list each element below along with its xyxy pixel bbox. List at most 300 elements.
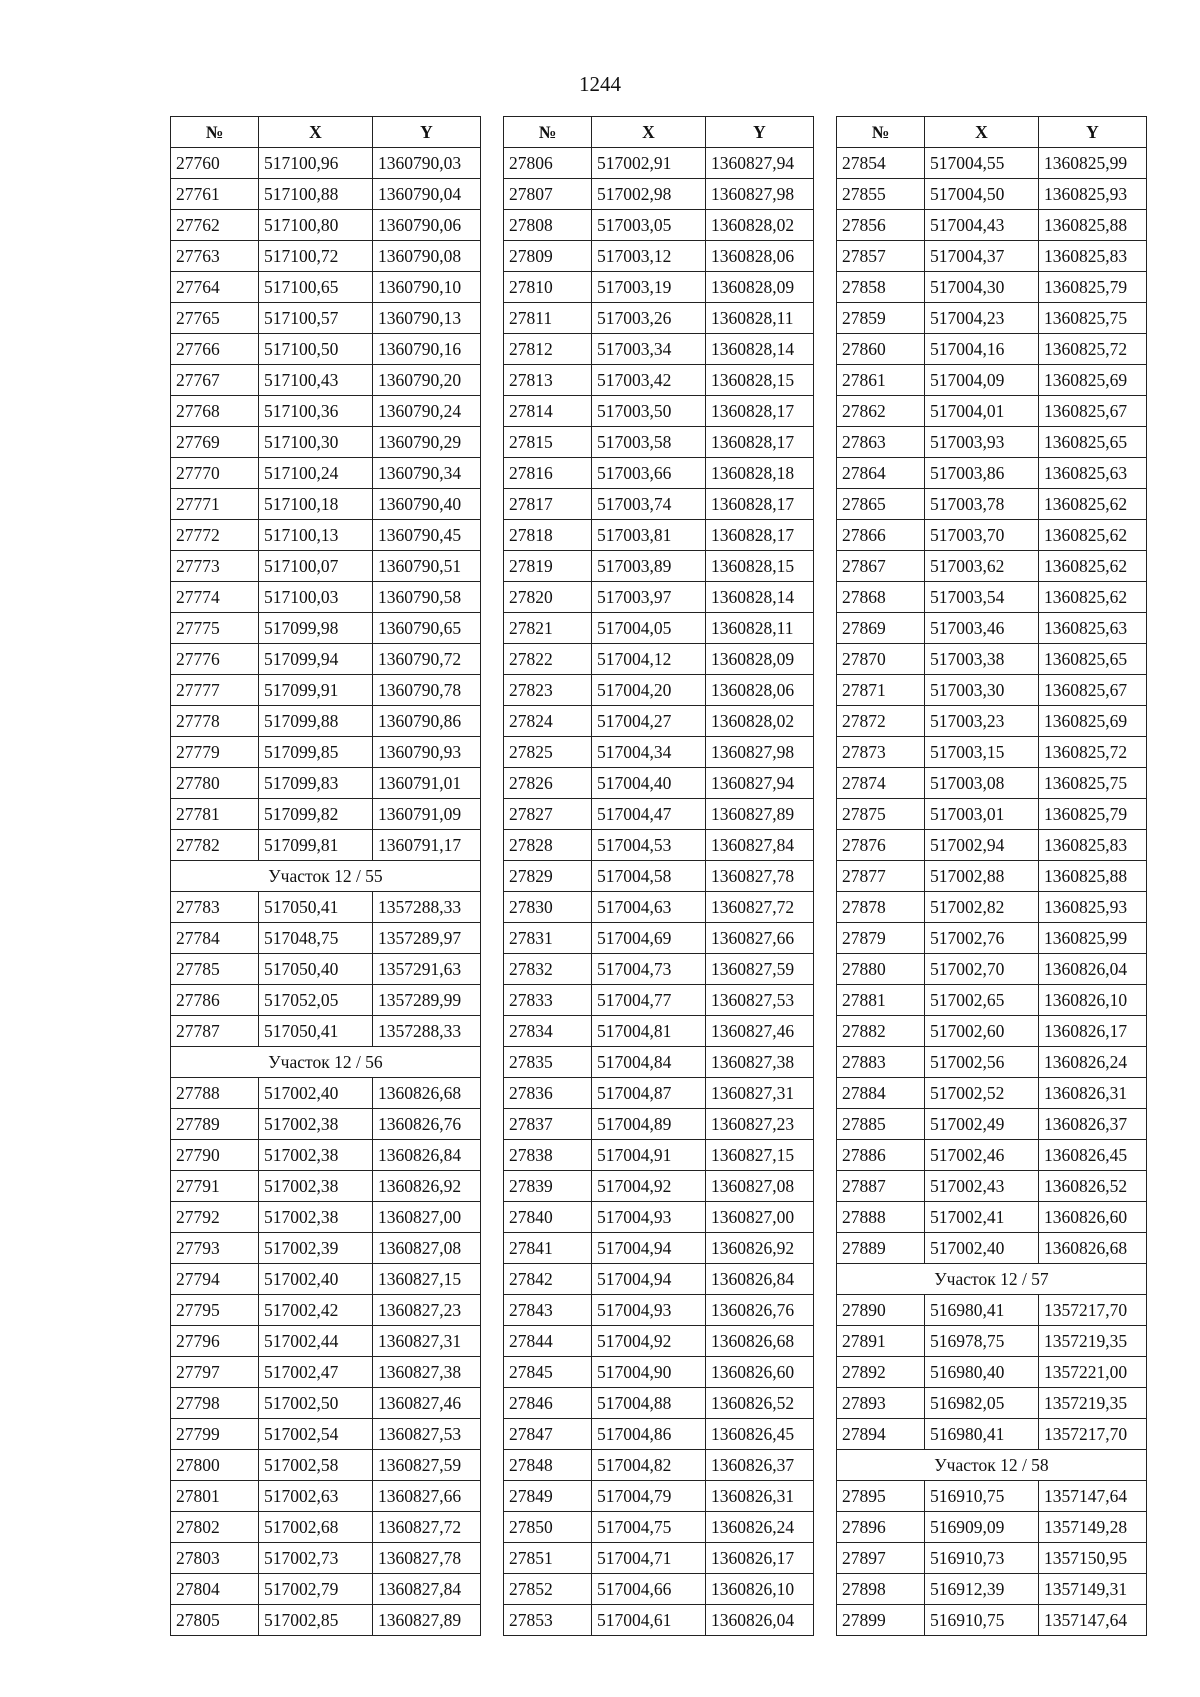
x-coordinate-cell: 517050,41	[259, 892, 373, 923]
table-row	[837, 768, 1147, 799]
x-coordinate-cell: 517100,07	[259, 551, 373, 582]
y-coordinate-cell: 1360828,15	[706, 365, 814, 396]
x-coordinate-cell: 517002,98	[592, 179, 706, 210]
y-coordinate-cell: 1360828,09	[706, 644, 814, 675]
table-row	[837, 458, 1147, 489]
x-coordinate-cell: 517100,57	[259, 303, 373, 334]
point-number-cell: 27761	[171, 179, 259, 210]
table-row	[171, 458, 481, 489]
y-coordinate-cell: 1360828,02	[706, 210, 814, 241]
y-coordinate-cell: 1360826,45	[1039, 1140, 1147, 1171]
x-coordinate-cell: 517002,68	[259, 1512, 373, 1543]
y-coordinate-cell: 1360790,34	[373, 458, 481, 489]
x-coordinate-cell: 517004,86	[592, 1419, 706, 1450]
x-coordinate-cell: 517003,23	[925, 706, 1039, 737]
y-coordinate-cell: 1360826,37	[706, 1450, 814, 1481]
table-row	[504, 396, 814, 427]
table-row	[171, 1078, 481, 1109]
page-number: 1244	[579, 72, 621, 96]
x-coordinate-cell: 517003,38	[925, 644, 1039, 675]
point-number-cell: 27895	[837, 1481, 925, 1512]
y-coordinate-cell: 1360826,24	[706, 1512, 814, 1543]
section-row	[837, 1264, 1147, 1295]
x-coordinate-cell: 517002,85	[259, 1605, 373, 1636]
y-coordinate-cell: 1360827,00	[706, 1202, 814, 1233]
header-y: Y	[1039, 117, 1147, 148]
table-row	[504, 954, 814, 985]
point-number-cell: 27882	[837, 1016, 925, 1047]
x-coordinate-cell: 517004,84	[592, 1047, 706, 1078]
y-coordinate-cell: 1360828,06	[706, 241, 814, 272]
table-row	[504, 551, 814, 582]
point-number-cell: 27775	[171, 613, 259, 644]
point-number-cell: 27886	[837, 1140, 925, 1171]
table-row	[837, 1140, 1147, 1171]
table-row	[837, 1357, 1147, 1388]
point-number-cell: 27857	[837, 241, 925, 272]
header-y: Y	[706, 117, 814, 148]
y-coordinate-cell: 1360826,60	[706, 1357, 814, 1388]
y-coordinate-cell: 1360826,10	[1039, 985, 1147, 1016]
y-coordinate-cell: 1360790,40	[373, 489, 481, 520]
table-row	[504, 582, 814, 613]
header-number: №	[171, 117, 259, 148]
point-number-cell: 27876	[837, 830, 925, 861]
x-coordinate-cell: 517003,42	[592, 365, 706, 396]
x-coordinate-cell: 517002,38	[259, 1171, 373, 1202]
point-number-cell: 27831	[504, 923, 592, 954]
x-coordinate-cell: 516980,40	[925, 1357, 1039, 1388]
x-coordinate-cell: 517003,93	[925, 427, 1039, 458]
y-coordinate-cell: 1360828,06	[706, 675, 814, 706]
x-coordinate-cell: 517004,89	[592, 1109, 706, 1140]
table-row	[837, 985, 1147, 1016]
point-number-cell: 27829	[504, 861, 592, 892]
y-coordinate-cell: 1360791,01	[373, 768, 481, 799]
y-coordinate-cell: 1360790,13	[373, 303, 481, 334]
point-number-cell: 27868	[837, 582, 925, 613]
y-coordinate-cell: 1357219,35	[1039, 1326, 1147, 1357]
x-coordinate-cell: 517002,40	[925, 1233, 1039, 1264]
point-number-cell: 27798	[171, 1388, 259, 1419]
header-number: №	[504, 117, 592, 148]
x-coordinate-cell: 517003,34	[592, 334, 706, 365]
x-coordinate-cell: 517002,88	[925, 861, 1039, 892]
section-title: Участок 12 / 58	[837, 1450, 1147, 1481]
y-coordinate-cell: 1360828,14	[706, 582, 814, 613]
header-x: X	[259, 117, 373, 148]
x-coordinate-cell: 517003,08	[925, 768, 1039, 799]
point-number-cell: 27872	[837, 706, 925, 737]
y-coordinate-cell: 1360827,53	[706, 985, 814, 1016]
point-number-cell: 27776	[171, 644, 259, 675]
y-coordinate-cell: 1360826,60	[1039, 1202, 1147, 1233]
point-number-cell: 27819	[504, 551, 592, 582]
x-coordinate-cell: 516912,39	[925, 1574, 1039, 1605]
y-coordinate-cell: 1360826,68	[1039, 1233, 1147, 1264]
y-coordinate-cell: 1360827,23	[373, 1295, 481, 1326]
table-row	[837, 1016, 1147, 1047]
point-number-cell: 27889	[837, 1233, 925, 1264]
point-number-cell: 27879	[837, 923, 925, 954]
coordinates-table-1	[170, 116, 481, 1636]
table-row	[504, 892, 814, 923]
point-number-cell: 27808	[504, 210, 592, 241]
table-row	[171, 1016, 481, 1047]
x-coordinate-cell: 517004,79	[592, 1481, 706, 1512]
y-coordinate-cell: 1360826,04	[1039, 954, 1147, 985]
table-row	[504, 1202, 814, 1233]
point-number-cell: 27820	[504, 582, 592, 613]
header-y: Y	[373, 117, 481, 148]
point-number-cell: 27887	[837, 1171, 925, 1202]
point-number-cell: 27858	[837, 272, 925, 303]
point-number-cell: 27787	[171, 1016, 259, 1047]
table-row	[504, 985, 814, 1016]
table-row	[171, 1481, 481, 1512]
x-coordinate-cell: 517003,89	[592, 551, 706, 582]
x-coordinate-cell: 517099,94	[259, 644, 373, 675]
point-number-cell: 27802	[171, 1512, 259, 1543]
y-coordinate-cell: 1360825,83	[1039, 830, 1147, 861]
table-row	[837, 1574, 1147, 1605]
table-row	[171, 148, 481, 179]
x-coordinate-cell: 516982,05	[925, 1388, 1039, 1419]
y-coordinate-cell: 1360827,89	[373, 1605, 481, 1636]
x-coordinate-cell: 517002,73	[259, 1543, 373, 1574]
y-coordinate-cell: 1360790,08	[373, 241, 481, 272]
x-coordinate-cell: 517100,50	[259, 334, 373, 365]
y-coordinate-cell: 1360825,67	[1039, 396, 1147, 427]
point-number-cell: 27764	[171, 272, 259, 303]
y-coordinate-cell: 1360825,99	[1039, 148, 1147, 179]
table-row	[504, 675, 814, 706]
y-coordinate-cell: 1360790,93	[373, 737, 481, 768]
y-coordinate-cell: 1357147,64	[1039, 1481, 1147, 1512]
table-row	[837, 551, 1147, 582]
y-coordinate-cell: 1360825,69	[1039, 706, 1147, 737]
x-coordinate-cell: 517004,81	[592, 1016, 706, 1047]
x-coordinate-cell: 517003,15	[925, 737, 1039, 768]
point-number-cell: 27817	[504, 489, 592, 520]
y-coordinate-cell: 1360827,94	[706, 148, 814, 179]
table-row	[837, 737, 1147, 768]
point-number-cell: 27870	[837, 644, 925, 675]
point-number-cell: 27873	[837, 737, 925, 768]
y-coordinate-cell: 1360826,84	[706, 1264, 814, 1295]
point-number-cell: 27769	[171, 427, 259, 458]
point-number-cell: 27874	[837, 768, 925, 799]
point-number-cell: 27843	[504, 1295, 592, 1326]
table-row	[837, 675, 1147, 706]
table-row	[837, 706, 1147, 737]
table-row	[171, 1450, 481, 1481]
point-number-cell: 27788	[171, 1078, 259, 1109]
table-row	[504, 427, 814, 458]
table-row	[837, 365, 1147, 396]
x-coordinate-cell: 517002,44	[259, 1326, 373, 1357]
y-coordinate-cell: 1360827,78	[373, 1543, 481, 1574]
x-coordinate-cell: 517004,93	[592, 1295, 706, 1326]
point-number-cell: 27823	[504, 675, 592, 706]
point-number-cell: 27799	[171, 1419, 259, 1450]
table-row	[837, 1295, 1147, 1326]
point-number-cell: 27803	[171, 1543, 259, 1574]
point-number-cell: 27791	[171, 1171, 259, 1202]
table-row	[504, 303, 814, 334]
y-coordinate-cell: 1360827,00	[373, 1202, 481, 1233]
point-number-cell: 27883	[837, 1047, 925, 1078]
x-coordinate-cell: 517002,40	[259, 1078, 373, 1109]
y-coordinate-cell: 1357219,35	[1039, 1388, 1147, 1419]
y-coordinate-cell: 1360827,31	[373, 1326, 481, 1357]
y-coordinate-cell: 1360828,14	[706, 334, 814, 365]
table-row	[171, 923, 481, 954]
y-coordinate-cell: 1360828,02	[706, 706, 814, 737]
point-number-cell: 27763	[171, 241, 259, 272]
table-row	[504, 768, 814, 799]
table-row	[504, 1574, 814, 1605]
table-row	[837, 799, 1147, 830]
table-row	[171, 1605, 481, 1636]
table-row	[837, 1419, 1147, 1450]
point-number-cell: 27779	[171, 737, 259, 768]
x-coordinate-cell: 517002,43	[925, 1171, 1039, 1202]
point-number-cell: 27891	[837, 1326, 925, 1357]
point-number-cell: 27846	[504, 1388, 592, 1419]
y-coordinate-cell: 1360828,09	[706, 272, 814, 303]
x-coordinate-cell: 517003,50	[592, 396, 706, 427]
x-coordinate-cell: 517002,52	[925, 1078, 1039, 1109]
point-number-cell: 27792	[171, 1202, 259, 1233]
y-coordinate-cell: 1360827,66	[373, 1481, 481, 1512]
table-row	[171, 365, 481, 396]
y-coordinate-cell: 1357289,99	[373, 985, 481, 1016]
y-coordinate-cell: 1360827,38	[373, 1357, 481, 1388]
point-number-cell: 27801	[171, 1481, 259, 1512]
y-coordinate-cell: 1360826,68	[706, 1326, 814, 1357]
header-x: X	[925, 117, 1039, 148]
x-coordinate-cell: 517004,61	[592, 1605, 706, 1636]
y-coordinate-cell: 1360827,72	[706, 892, 814, 923]
table-row	[504, 489, 814, 520]
point-number-cell: 27786	[171, 985, 259, 1016]
point-number-cell: 27851	[504, 1543, 592, 1574]
y-coordinate-cell: 1360825,63	[1039, 613, 1147, 644]
point-number-cell: 27881	[837, 985, 925, 1016]
table-row	[504, 1605, 814, 1636]
point-number-cell: 27897	[837, 1543, 925, 1574]
x-coordinate-cell: 517004,94	[592, 1233, 706, 1264]
point-number-cell: 27871	[837, 675, 925, 706]
point-number-cell: 27860	[837, 334, 925, 365]
y-coordinate-cell: 1360826,84	[373, 1140, 481, 1171]
y-coordinate-cell: 1360827,08	[706, 1171, 814, 1202]
x-coordinate-cell: 516978,75	[925, 1326, 1039, 1357]
header-number: №	[837, 117, 925, 148]
point-number-cell: 27777	[171, 675, 259, 706]
y-coordinate-cell: 1360826,17	[1039, 1016, 1147, 1047]
point-number-cell: 27878	[837, 892, 925, 923]
table-row	[837, 954, 1147, 985]
y-coordinate-cell: 1360825,88	[1039, 210, 1147, 241]
table-row	[504, 365, 814, 396]
point-number-cell: 27783	[171, 892, 259, 923]
x-coordinate-cell: 517004,69	[592, 923, 706, 954]
table-row	[504, 1233, 814, 1264]
table-row	[504, 179, 814, 210]
y-coordinate-cell: 1357289,97	[373, 923, 481, 954]
y-coordinate-cell: 1360825,62	[1039, 582, 1147, 613]
table-row	[171, 675, 481, 706]
y-coordinate-cell: 1360827,15	[373, 1264, 481, 1295]
table-row	[504, 1109, 814, 1140]
x-coordinate-cell: 517099,82	[259, 799, 373, 830]
y-coordinate-cell: 1357217,70	[1039, 1295, 1147, 1326]
x-coordinate-cell: 517100,88	[259, 179, 373, 210]
x-coordinate-cell: 517004,71	[592, 1543, 706, 1574]
y-coordinate-cell: 1360828,17	[706, 396, 814, 427]
table-row	[837, 272, 1147, 303]
y-coordinate-cell: 1360825,93	[1039, 179, 1147, 210]
x-coordinate-cell: 517004,90	[592, 1357, 706, 1388]
y-coordinate-cell: 1360790,16	[373, 334, 481, 365]
y-coordinate-cell: 1360827,72	[373, 1512, 481, 1543]
x-coordinate-cell: 517004,92	[592, 1171, 706, 1202]
y-coordinate-cell: 1360826,37	[1039, 1109, 1147, 1140]
y-coordinate-cell: 1360825,79	[1039, 799, 1147, 830]
y-coordinate-cell: 1360828,11	[706, 303, 814, 334]
table-row	[837, 303, 1147, 334]
x-coordinate-cell: 517003,19	[592, 272, 706, 303]
x-coordinate-cell: 517099,91	[259, 675, 373, 706]
table-row	[171, 1264, 481, 1295]
y-coordinate-cell: 1360825,72	[1039, 334, 1147, 365]
x-coordinate-cell: 517004,91	[592, 1140, 706, 1171]
point-number-cell: 27835	[504, 1047, 592, 1078]
y-coordinate-cell: 1360826,52	[706, 1388, 814, 1419]
table-row	[171, 1357, 481, 1388]
y-coordinate-cell: 1360827,98	[706, 179, 814, 210]
y-coordinate-cell: 1360828,17	[706, 489, 814, 520]
x-coordinate-cell: 517100,36	[259, 396, 373, 427]
table-row	[504, 1543, 814, 1574]
y-coordinate-cell: 1360827,46	[373, 1388, 481, 1419]
table-row	[504, 1140, 814, 1171]
y-coordinate-cell: 1360827,94	[706, 768, 814, 799]
table-row	[171, 520, 481, 551]
point-number-cell: 27885	[837, 1109, 925, 1140]
table-row	[171, 1233, 481, 1264]
point-number-cell: 27794	[171, 1264, 259, 1295]
point-number-cell: 27892	[837, 1357, 925, 1388]
table-row	[504, 1450, 814, 1481]
table-row	[171, 1140, 481, 1171]
x-coordinate-cell: 517002,42	[259, 1295, 373, 1326]
x-coordinate-cell: 517002,54	[259, 1419, 373, 1450]
point-number-cell: 27773	[171, 551, 259, 582]
x-coordinate-cell: 517100,96	[259, 148, 373, 179]
table-row	[171, 1109, 481, 1140]
table-row	[171, 396, 481, 427]
y-coordinate-cell: 1360827,31	[706, 1078, 814, 1109]
y-coordinate-cell: 1360826,45	[706, 1419, 814, 1450]
x-coordinate-cell: 517099,98	[259, 613, 373, 644]
x-coordinate-cell: 517100,24	[259, 458, 373, 489]
x-coordinate-cell: 516910,73	[925, 1543, 1039, 1574]
point-number-cell: 27830	[504, 892, 592, 923]
point-number-cell: 27784	[171, 923, 259, 954]
point-number-cell: 27762	[171, 210, 259, 241]
point-number-cell: 27816	[504, 458, 592, 489]
point-number-cell: 27813	[504, 365, 592, 396]
y-coordinate-cell: 1360828,17	[706, 427, 814, 458]
x-coordinate-cell: 517004,66	[592, 1574, 706, 1605]
y-coordinate-cell: 1360826,31	[706, 1481, 814, 1512]
x-coordinate-cell: 517100,18	[259, 489, 373, 520]
x-coordinate-cell: 517004,30	[925, 272, 1039, 303]
y-coordinate-cell: 1360826,04	[706, 1605, 814, 1636]
table-row	[171, 241, 481, 272]
x-coordinate-cell: 517004,73	[592, 954, 706, 985]
y-coordinate-cell: 1360826,17	[706, 1543, 814, 1574]
x-coordinate-cell: 517100,13	[259, 520, 373, 551]
point-number-cell: 27890	[837, 1295, 925, 1326]
table-row	[837, 1481, 1147, 1512]
table-row	[837, 830, 1147, 861]
table-row	[504, 1419, 814, 1450]
table-row	[504, 272, 814, 303]
point-number-cell: 27810	[504, 272, 592, 303]
point-number-cell: 27790	[171, 1140, 259, 1171]
y-coordinate-cell: 1360790,78	[373, 675, 481, 706]
point-number-cell: 27800	[171, 1450, 259, 1481]
y-coordinate-cell: 1357149,31	[1039, 1574, 1147, 1605]
x-coordinate-cell: 517004,01	[925, 396, 1039, 427]
point-number-cell: 27766	[171, 334, 259, 365]
table-row	[837, 923, 1147, 954]
x-coordinate-cell: 517002,38	[259, 1140, 373, 1171]
table-row	[504, 334, 814, 365]
point-number-cell: 27854	[837, 148, 925, 179]
x-coordinate-cell: 517004,93	[592, 1202, 706, 1233]
x-coordinate-cell: 517003,05	[592, 210, 706, 241]
table-header-row	[171, 117, 481, 148]
x-coordinate-cell: 517002,38	[259, 1109, 373, 1140]
y-coordinate-cell: 1360791,17	[373, 830, 481, 861]
x-coordinate-cell: 517003,81	[592, 520, 706, 551]
x-coordinate-cell: 517002,91	[592, 148, 706, 179]
y-coordinate-cell: 1360828,15	[706, 551, 814, 582]
point-number-cell: 27809	[504, 241, 592, 272]
section-title: Участок 12 / 55	[171, 861, 481, 892]
table-row	[837, 1326, 1147, 1357]
table-row	[837, 334, 1147, 365]
y-coordinate-cell: 1360790,29	[373, 427, 481, 458]
y-coordinate-cell: 1360790,86	[373, 706, 481, 737]
x-coordinate-cell: 517099,85	[259, 737, 373, 768]
y-coordinate-cell: 1360827,98	[706, 737, 814, 768]
y-coordinate-cell: 1360827,08	[373, 1233, 481, 1264]
table-row	[171, 985, 481, 1016]
table-row	[171, 582, 481, 613]
table-row	[171, 644, 481, 675]
table-row	[504, 210, 814, 241]
table-row	[504, 1047, 814, 1078]
table-row	[504, 458, 814, 489]
table-row	[504, 1512, 814, 1543]
table-row	[504, 706, 814, 737]
